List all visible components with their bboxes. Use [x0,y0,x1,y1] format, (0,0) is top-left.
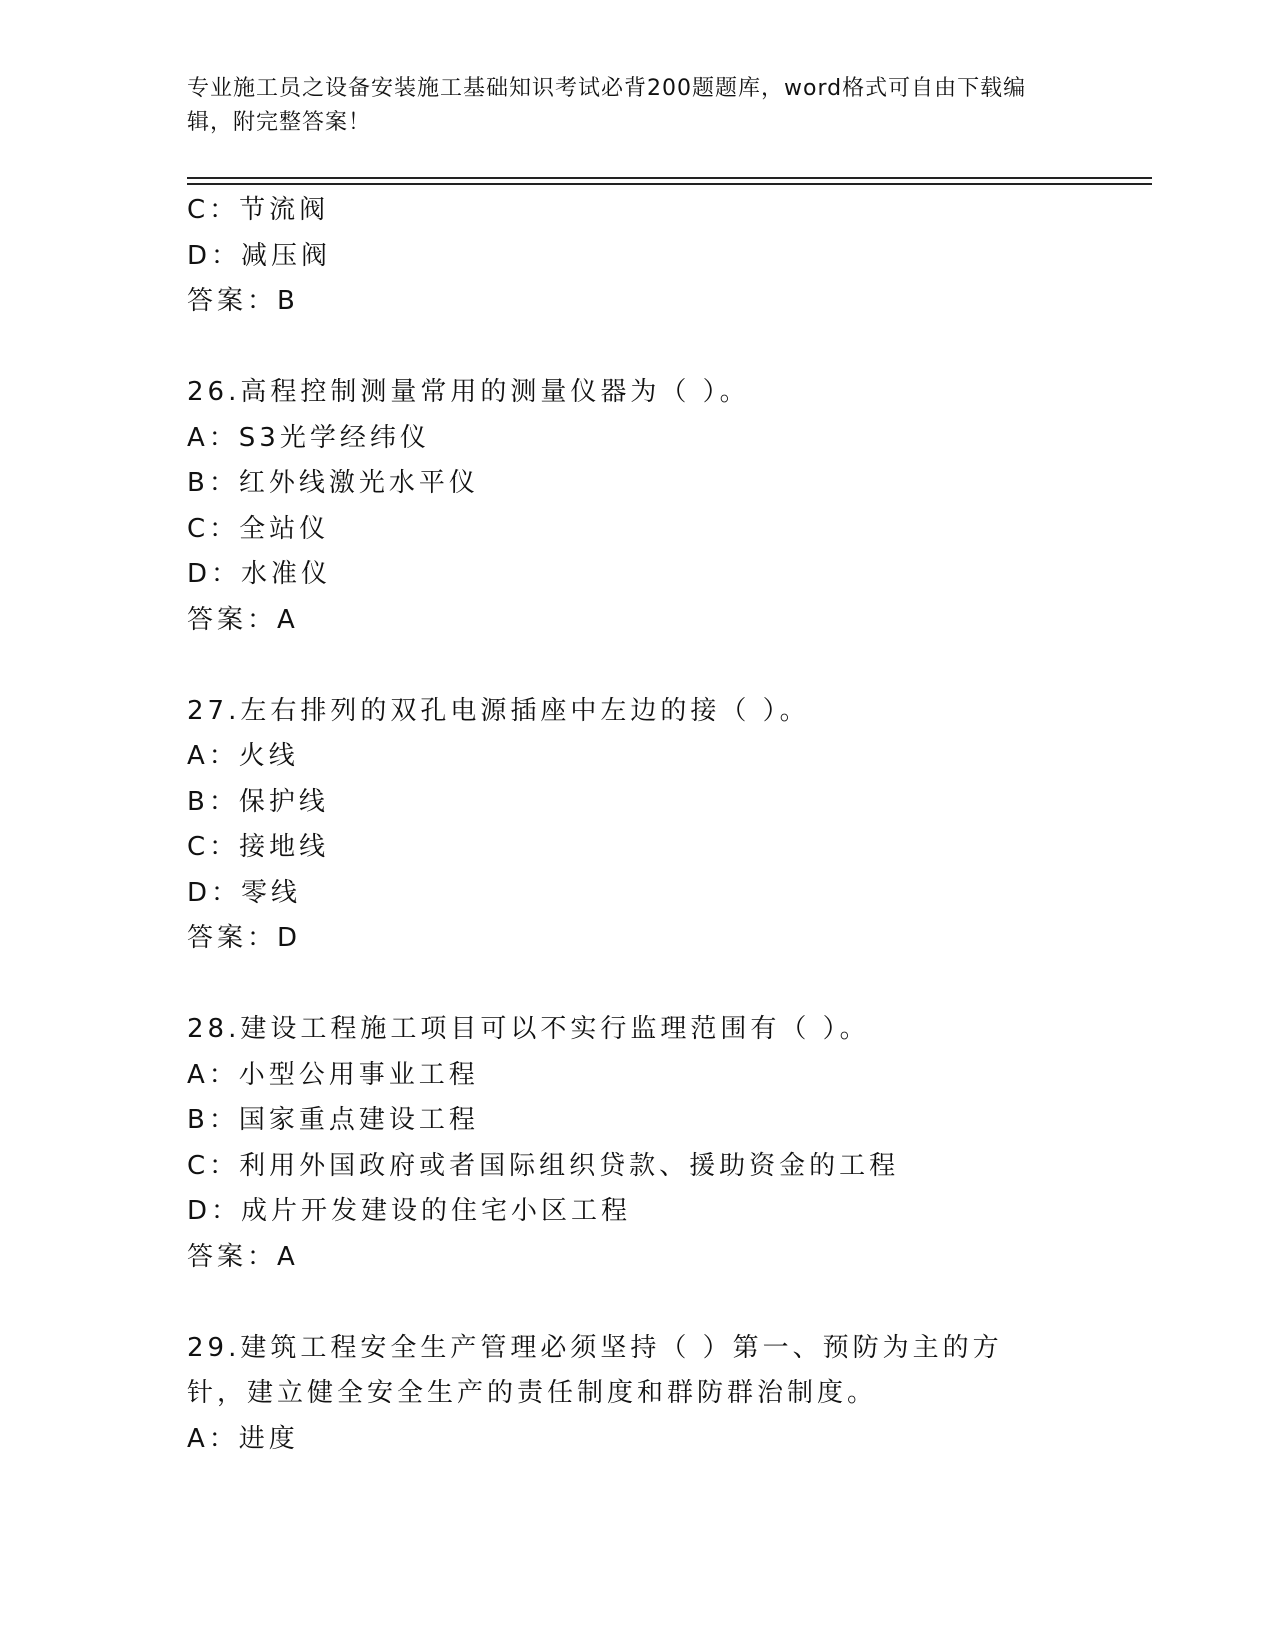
question-25-continued [187,188,1057,325]
question-stem: 27.左右排列的双孔电源插座中左边的接（ ）。 [187,695,810,726]
option-d: D：水准仪 [187,559,332,589]
option-d: D：零线 [187,877,302,908]
header-divider-top [187,177,1152,179]
option-b: B：保护线 [187,786,329,817]
option-b: B：红外线激光水平仪 [187,468,479,498]
option-a: A：S3光学经纬仪 [187,422,430,453]
option-c: C：全站仪 [187,513,330,544]
question-26 [187,370,1057,643]
header-text: 专业施工员之设备安装施工基础知识考试必背200题题库，word格式可自由下载编辑，附完整答案！ [187,76,1027,135]
question-28 [187,1007,1057,1280]
question-29 [187,1326,1057,1463]
question-stem: 26.高程控制测量常用的测量仪器为（ ）。 [187,377,750,407]
spacer [187,325,1057,371]
option-c: C：接地线 [187,832,330,862]
question-content [187,188,1057,1462]
answer-line: 答案：A [187,1241,299,1272]
question-stem: 28.建设工程施工项目可以不实行监理范围有（ ）。 [187,1014,870,1044]
spacer [187,1280,1057,1326]
option-c: C：节流阀 [187,195,330,225]
answer-line: 答案：D [187,923,302,953]
question-stem: 29.建筑工程安全生产管理必须坚持（ ）第一、预防为主的方针，建立健全安全生产的责任制度和群防群治制度。 [187,1332,1003,1408]
spacer [187,643,1057,689]
spacer [187,962,1057,1008]
document-header [187,72,1067,140]
option-d: D：成片开发建设的住宅小区工程 [187,1196,632,1226]
option-a: A：小型公用事业工程 [187,1059,479,1090]
option-a: A：进度 [187,1423,299,1454]
question-27 [187,689,1057,962]
header-divider-bottom [187,183,1152,185]
option-c: C：利用外国政府或者国际组织贷款、援助资金的工程 [187,1150,900,1181]
answer-line: 答案：A [187,604,299,635]
option-a: A：火线 [187,741,299,771]
option-b: B：国家重点建设工程 [187,1105,479,1135]
answer-line: 答案：B [187,286,299,316]
option-d: D：减压阀 [187,240,332,271]
